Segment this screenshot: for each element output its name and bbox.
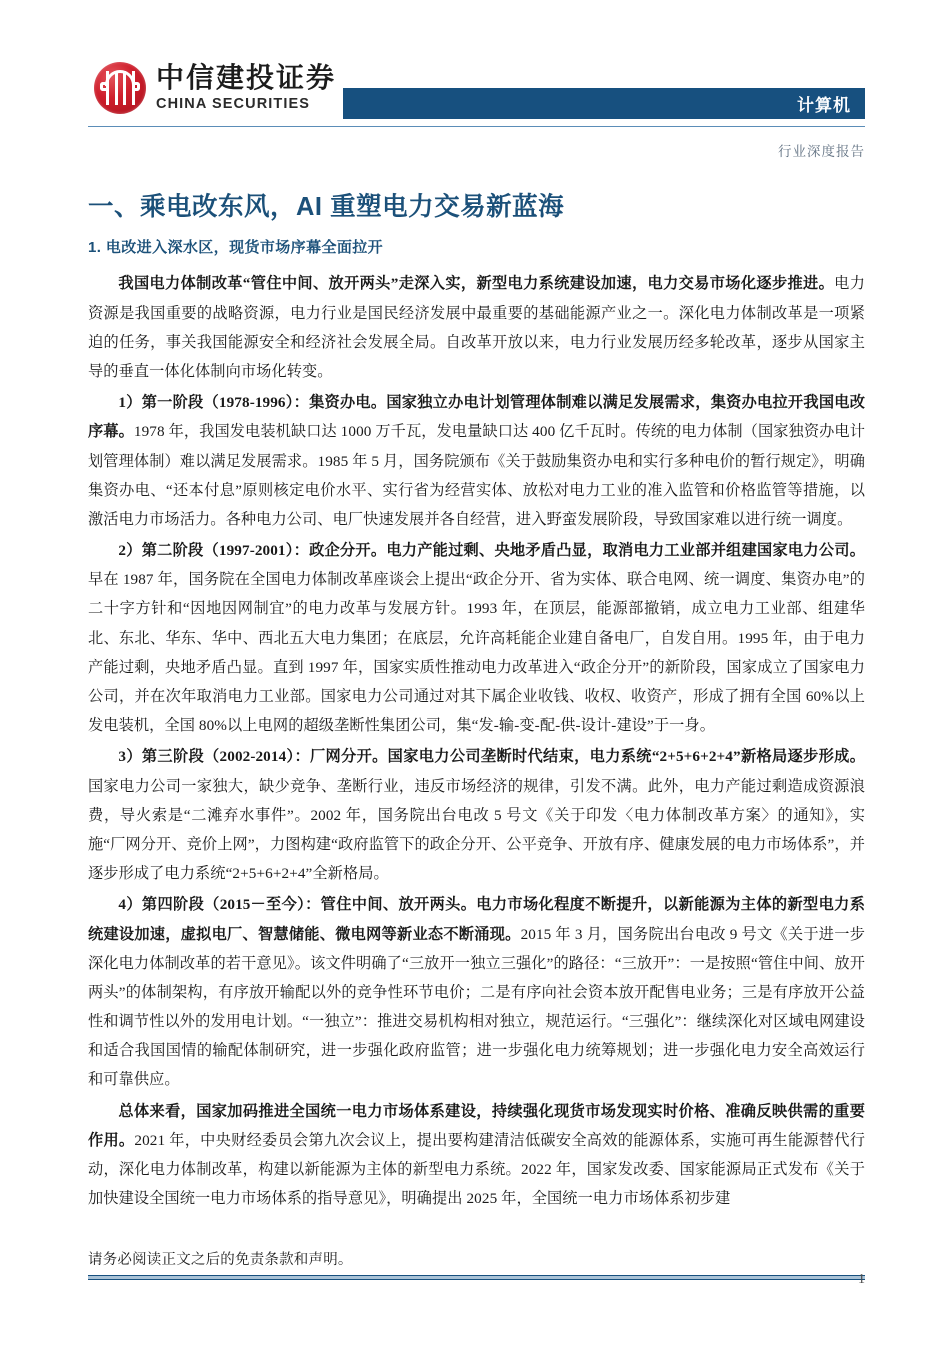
report-type-label: 行业深度报告	[778, 144, 865, 159]
section-heading: 一、乘电改东风，AI 重塑电力交易新蓝海	[88, 193, 565, 221]
paragraph	[88, 890, 865, 1094]
page-header	[0, 0, 950, 180]
paragraph-lead: 我国电力体制改革“管住中间、放开两头”走深入实，新型电力系统建设加速，电力交易市场化逐步推进。	[118, 275, 835, 293]
paragraph-lead: 1）第一阶段（1978-1996）：集资办电。国家独立办电计划管理体制难以满足发展需求，集资办电拉开我国电改序幕。	[88, 394, 865, 441]
paragraph	[88, 388, 865, 534]
paragraph-rest: 2021 年，中央财经委员会第九次会议上，提出要构建清洁低碳安全高效的能源体系，实施可再生能源替代行动，深化电力体制改革，构建以新能源为主体的新型电力系统。2022 年，国家发改委、国家能源局正式发布《关于加快建设全国统一电力市场体系的指导意见》，明确提出 2025 年，全国统一电力市场体系初步建	[88, 1131, 865, 1208]
paragraph-lead: 总体来看，国家加码推进全国统一电力市场体系建设，持续强化现货市场发现实时价格、准确反映供需的重要作用。	[88, 1102, 865, 1149]
paragraph	[88, 269, 865, 386]
paragraph-lead: 4）第四阶段（2015－至今）：管住中间、放开两头。电力市场化程度不断提升，以新能源为主体的新型电力系统建设加速，虚拟电厂、智慧储能、微电网等新业态不断涌现。	[88, 896, 865, 943]
disclaimer-text: 请务必阅读正文之后的免责条款和声明。	[88, 1252, 353, 1268]
footer-divider	[88, 1275, 865, 1280]
paragraph-lead: 3）第三阶段（2002-2014）：厂网分开。国家电力公司垄断时代结束，电力系统“2+5+6+2+4”新格局逐步形成。	[118, 748, 865, 766]
paragraph	[88, 1097, 865, 1214]
paragraph-rest: 1978 年，我国发电装机缺口达 1000 万千瓦，发电量缺口达 400 亿千瓦时。传统的电力体制（国家独资办电计划管理体制）难以满足发展需求。1985 年 5 月，国务院颁布《关于鼓励集资办电和实行多种电价的暂行规定》，明确集资办电、“还本付息”原则核定电价水平、实行省为经营实体、放松对电力工业的准入监管和价格监管等措施，以激活电力市场活力。各种电力公司、电厂快速发展并各自经营，进入野蛮发展阶段，导致国家难以进行统一调度。	[88, 423, 865, 528]
header-divider	[88, 126, 865, 127]
subsection-heading: 1. 电改进入深水区，现货市场序幕全面拉开	[88, 238, 384, 256]
page-number: 1	[858, 1272, 865, 1287]
document-body	[88, 192, 865, 1215]
brand-name-en: CHINA SECURITIES	[156, 96, 311, 113]
brand-logo	[94, 62, 336, 114]
paragraph-lead: 2）第二阶段（1997-2001）：政企分开。电力产能过剩、央地矛盾凸显，取消电力工业部并组建国家电力公司。	[118, 542, 865, 560]
paragraph-rest: 电力资源是我国重要的战略资源，电力行业是国民经济发展中最重要的基础能源产业之一。深化电力体制改革是一项紧迫的任务，事关我国能源安全和经济社会发展全局。自改革开放以来，电力行业发展历经多轮改革，逐步从国家主导的垂直一体化体制向市场化转变。	[88, 275, 865, 380]
brand-name-cn: 中信建投证券	[156, 62, 337, 94]
paragraph-rest: 国家电力公司一家独大，缺少竞争、垄断行业，违反市场经济的规律，引发不满。此外，电力产能过剩造成资源浪费，导火索是“二滩弃水事件”。2002 年，国务院出台电改 5 号文《关于印发〈电力体制改革方案〉的通知》，实施“厂网分开、竞价上网”，力图构建“政府监管下的政企分开、公平竞争、开放有序、健康发展的电力市场体系”，并逐步形成了电力系统“2+5+6+2+4”全新格局。	[88, 777, 865, 883]
brand-wordmark	[156, 64, 336, 112]
paragraph	[88, 536, 865, 740]
page-footer	[88, 1248, 865, 1287]
citic-logo-icon	[94, 62, 146, 114]
paragraph-rest: 2015 年 3 月，国务院出台电改 9 号文《关于进一步深化电力体制改革的若干意见》。该文件明确了“三放开一独立三强化”的路径：“三放开”：一是按照“管住中间、放开两头”的体制架构，有序放开输配以外的竞争性环节电价；二是有序向社会资本放开配售电业务；三是有序放开公益性和调节性以外的发用电计划。“一独立”：推进交易机构相对独立，规范运行。“三强化”：继续深化对区域电网建设和适合我国国情的输配体制研究，进一步强化政府监管；进一步强化电力统筹规划；进一步强化电力安全高效运行和可靠供应。	[88, 925, 865, 1089]
sector-banner	[343, 88, 865, 119]
paragraph	[88, 742, 865, 888]
sector-label: 计算机	[797, 96, 851, 115]
paragraph-rest: 早在 1987 年，国务院在全国电力体制改革座谈会上提出“政企分开、省为实体、联合电网、统一调度、集资办电”的二十字方针和“因地因网制宜”的电力改革与发展方针。1993 年，在顶层，能源部撤销，成立电力工业部、组建华北、东北、华东、华中、西北五大电力集团；在底层，允许高耗能企业建自备电厂，自发自用。1995 年，由于电力产能过剩，央地矛盾凸显。直到 1997 年，国家实质性推动电力改革进入“政企分开”的新阶段，国家成立了国家电力公司，并在次年取消电力工业部。国家电力公司通过对其下属企业收钱、收权、收资产，形成了拥有全国 60%以上发电装机，全国 80%以上电网的超级垄断性集团公司，集“发-输-变-配-供-设计-建设”于一身。	[88, 571, 865, 735]
